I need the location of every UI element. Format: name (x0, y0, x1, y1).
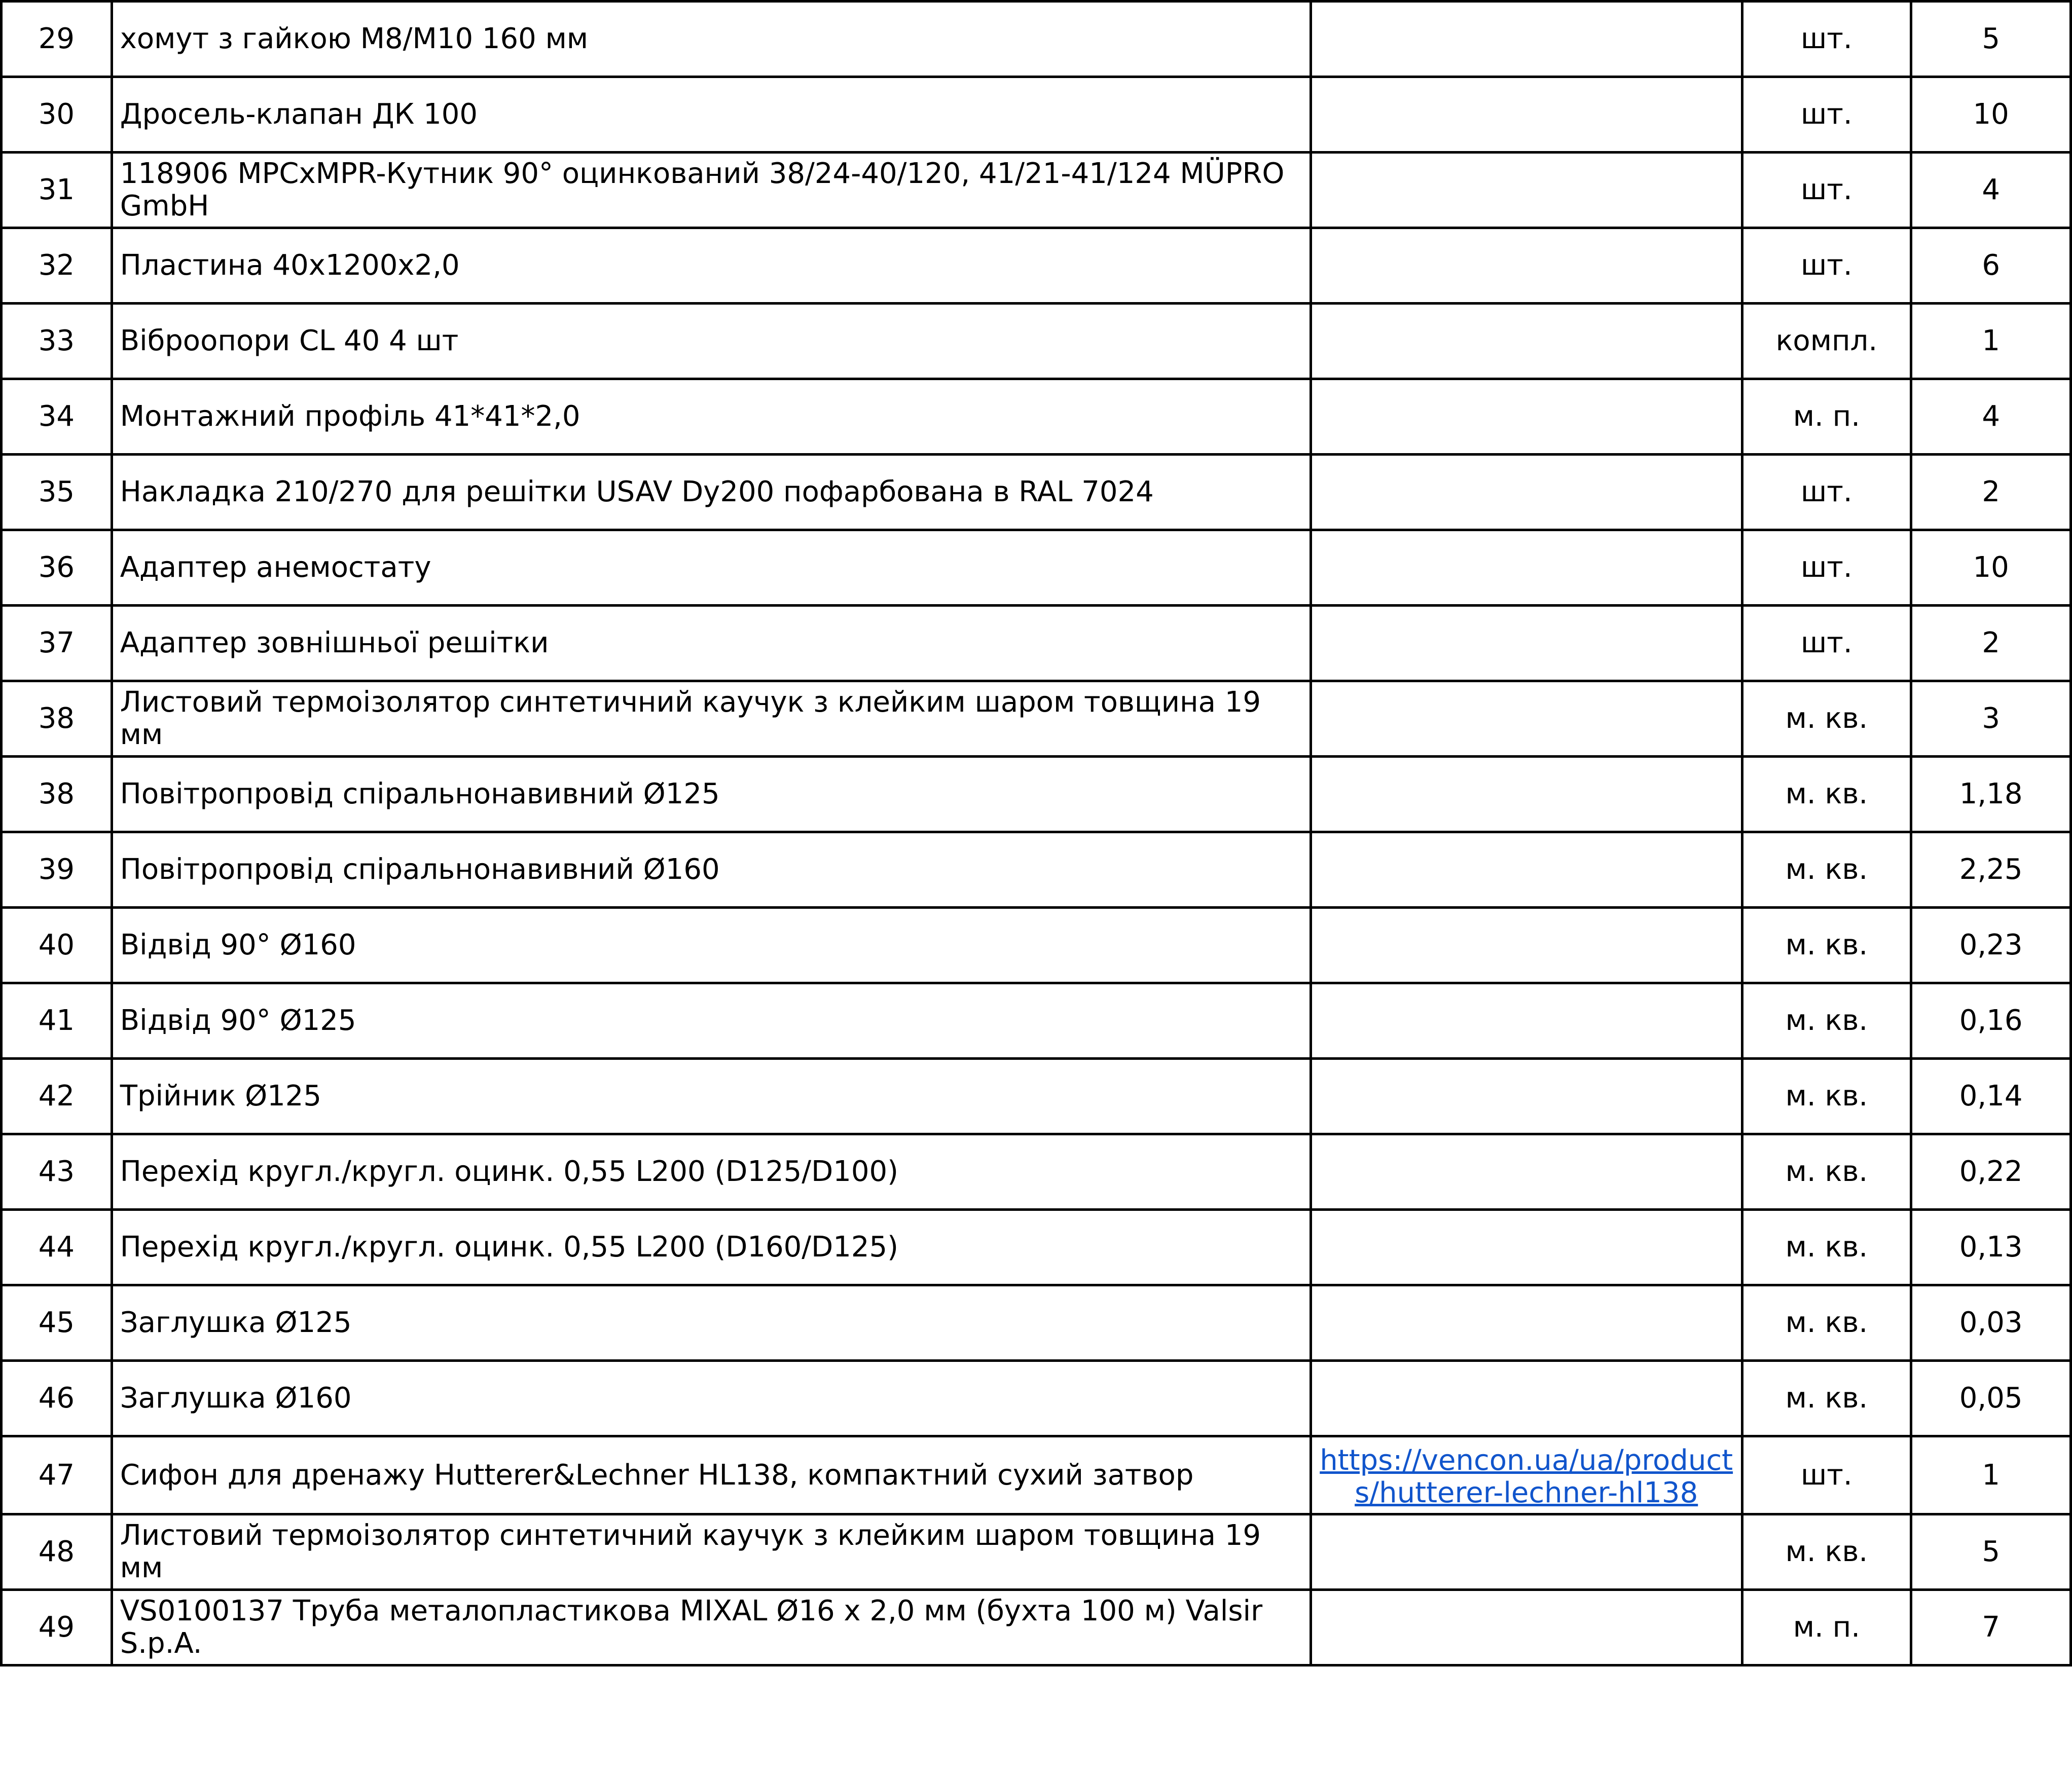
table-row (2, 455, 2071, 530)
item-unit: м. кв. (1742, 1285, 1911, 1361)
item-unit: м. кв. (1742, 983, 1911, 1059)
item-quantity: 2,25 (1911, 832, 2071, 908)
product-link[interactable]: https://vencon.ua/ua/products/hutterer-lechner-hl138 (1320, 1444, 1733, 1509)
item-quantity: 7 (1911, 1590, 2071, 1665)
item-link-cell (1311, 530, 1742, 606)
item-unit: шт. (1742, 153, 1911, 228)
item-unit: м. п. (1742, 1590, 1911, 1665)
item-quantity: 3 (1911, 681, 2071, 757)
item-link-cell (1311, 1436, 1742, 1514)
row-number: 29 (2, 2, 112, 77)
item-unit: м. кв. (1742, 1514, 1911, 1590)
item-link-cell (1311, 1590, 1742, 1665)
item-link-cell (1311, 2, 1742, 77)
item-quantity: 10 (1911, 530, 2071, 606)
table-row (2, 1436, 2071, 1514)
row-number: 31 (2, 153, 112, 228)
item-unit: м. кв. (1742, 681, 1911, 757)
table-row (2, 1590, 2071, 1665)
item-name: Перехід кругл./кругл. оцинк. 0,55 L200 (D125/D100) (112, 1134, 1311, 1210)
item-quantity: 1 (1911, 304, 2071, 379)
item-quantity: 4 (1911, 379, 2071, 455)
item-name: Монтажний профіль 41*41*2,0 (112, 379, 1311, 455)
item-name: Сифон для дренажу Hutterer&Lechner HL138, компактний сухий затвор (112, 1436, 1311, 1514)
table-row (2, 832, 2071, 908)
item-quantity: 0,03 (1911, 1285, 2071, 1361)
item-unit: шт. (1742, 2, 1911, 77)
item-link-cell (1311, 379, 1742, 455)
table-row (2, 1285, 2071, 1361)
table-row (2, 1059, 2071, 1134)
item-name: 118906 MPCxMPR-Кутник 90° оцинкований 38/24-40/120, 41/21-41/124 MÜPRO GmbH (112, 153, 1311, 228)
item-quantity: 0,05 (1911, 1361, 2071, 1436)
item-name: Повітропровід спіральнонавивний Ø160 (112, 832, 1311, 908)
item-link-cell (1311, 681, 1742, 757)
row-number: 41 (2, 983, 112, 1059)
row-number: 43 (2, 1134, 112, 1210)
row-number: 49 (2, 1590, 112, 1665)
row-number: 36 (2, 530, 112, 606)
table-row (2, 77, 2071, 153)
row-number: 47 (2, 1436, 112, 1514)
item-link-cell (1311, 1361, 1742, 1436)
row-number: 40 (2, 908, 112, 983)
item-link-cell (1311, 983, 1742, 1059)
item-quantity: 5 (1911, 1514, 2071, 1590)
item-name: Пластина 40х1200х2,0 (112, 228, 1311, 304)
item-quantity: 6 (1911, 228, 2071, 304)
item-name: Листовий термоізолятор синтетичний каучук з клейким шаром товщина 19 мм (112, 681, 1311, 757)
table-body (2, 2, 2071, 1665)
item-name: хомут з гайкою M8/M10 160 мм (112, 2, 1311, 77)
item-link-cell (1311, 1059, 1742, 1134)
item-unit: шт. (1742, 77, 1911, 153)
item-name: Адаптер анемостату (112, 530, 1311, 606)
table-row (2, 228, 2071, 304)
item-unit: м. кв. (1742, 1210, 1911, 1285)
item-quantity: 10 (1911, 77, 2071, 153)
row-number: 32 (2, 228, 112, 304)
item-link-cell (1311, 455, 1742, 530)
row-number: 45 (2, 1285, 112, 1361)
item-unit: м. кв. (1742, 832, 1911, 908)
table-row (2, 153, 2071, 228)
item-quantity: 0,16 (1911, 983, 2071, 1059)
item-unit: шт. (1742, 228, 1911, 304)
item-quantity: 1,18 (1911, 757, 2071, 832)
row-number: 38 (2, 681, 112, 757)
table-row (2, 304, 2071, 379)
item-quantity: 0,14 (1911, 1059, 2071, 1134)
item-quantity: 0,13 (1911, 1210, 2071, 1285)
table-row (2, 1361, 2071, 1436)
item-link-cell (1311, 77, 1742, 153)
item-unit: м. кв. (1742, 1134, 1911, 1210)
table-row (2, 757, 2071, 832)
item-quantity: 1 (1911, 1436, 2071, 1514)
item-link-cell (1311, 908, 1742, 983)
table-row (2, 908, 2071, 983)
item-unit: шт. (1742, 530, 1911, 606)
item-unit: м. кв. (1742, 1361, 1911, 1436)
item-link-cell (1311, 757, 1742, 832)
item-name: Дросель-клапан ДК 100 (112, 77, 1311, 153)
row-number: 34 (2, 379, 112, 455)
row-number: 46 (2, 1361, 112, 1436)
row-number: 30 (2, 77, 112, 153)
item-unit: м. кв. (1742, 1059, 1911, 1134)
row-number: 37 (2, 606, 112, 681)
table-row (2, 983, 2071, 1059)
item-quantity: 0,22 (1911, 1134, 2071, 1210)
row-number: 33 (2, 304, 112, 379)
table-row (2, 379, 2071, 455)
item-unit: компл. (1742, 304, 1911, 379)
row-number: 38 (2, 757, 112, 832)
item-link-cell (1311, 1514, 1742, 1590)
item-unit: м. кв. (1742, 908, 1911, 983)
item-name: Віброопори CL 40 4 шт (112, 304, 1311, 379)
row-number: 35 (2, 455, 112, 530)
table-row (2, 1134, 2071, 1210)
item-unit: шт. (1742, 455, 1911, 530)
row-number: 42 (2, 1059, 112, 1134)
item-quantity: 4 (1911, 153, 2071, 228)
item-link-cell (1311, 304, 1742, 379)
item-link-cell (1311, 606, 1742, 681)
item-name: Відвід 90° Ø160 (112, 908, 1311, 983)
item-link-cell (1311, 1210, 1742, 1285)
item-name: VS0100137 Труба металопластикова MIXAL Ø16 x 2,0 мм (бухта 100 м) Valsir S.p.A. (112, 1590, 1311, 1665)
item-quantity: 5 (1911, 2, 2071, 77)
item-link-cell (1311, 153, 1742, 228)
item-quantity: 2 (1911, 606, 2071, 681)
table-row (2, 606, 2071, 681)
row-number: 48 (2, 1514, 112, 1590)
table-row (2, 1514, 2071, 1590)
item-unit: м. п. (1742, 379, 1911, 455)
item-unit: шт. (1742, 1436, 1911, 1514)
item-name: Адаптер зовнішньої решітки (112, 606, 1311, 681)
table-row (2, 2, 2071, 77)
row-number: 39 (2, 832, 112, 908)
item-unit: шт. (1742, 606, 1911, 681)
item-name: Трійник Ø125 (112, 1059, 1311, 1134)
item-name: Відвід 90° Ø125 (112, 983, 1311, 1059)
row-number: 44 (2, 1210, 112, 1285)
item-link-cell (1311, 832, 1742, 908)
item-name: Накладка 210/270 для решітки USAV Dy200 пофарбована в RAL 7024 (112, 455, 1311, 530)
item-name: Заглушка Ø125 (112, 1285, 1311, 1361)
item-name: Повітропровід спіральнонавивний Ø125 (112, 757, 1311, 832)
item-link-cell (1311, 1134, 1742, 1210)
item-link-cell (1311, 1285, 1742, 1361)
table-row (2, 681, 2071, 757)
item-name: Листовий термоізолятор синтетичний каучук з клейким шаром товщина 19 мм (112, 1514, 1311, 1590)
table-row (2, 530, 2071, 606)
item-quantity: 2 (1911, 455, 2071, 530)
item-name: Перехід кругл./кругл. оцинк. 0,55 L200 (D160/D125) (112, 1210, 1311, 1285)
table-row (2, 1210, 2071, 1285)
item-quantity: 0,23 (1911, 908, 2071, 983)
item-name: Заглушка Ø160 (112, 1361, 1311, 1436)
item-link-cell (1311, 228, 1742, 304)
item-unit: м. кв. (1742, 757, 1911, 832)
